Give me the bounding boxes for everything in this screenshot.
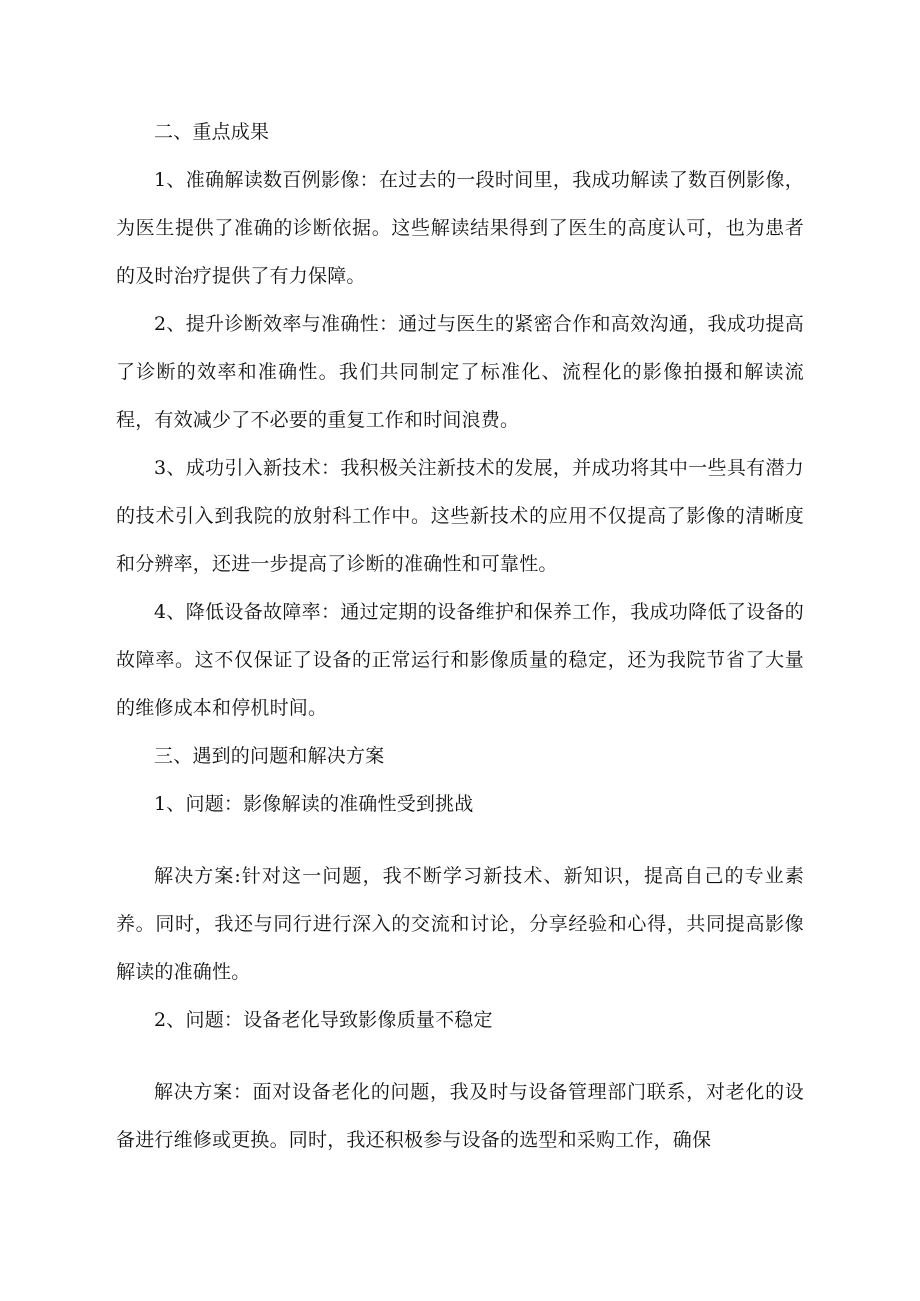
problem-1: 1、问题：影像解读的准确性受到挑战 <box>154 793 474 815</box>
achievement-item-1: 1、准确解读数百例影像：在过去的一段时间里，我成功解读了数百例影像，为医生提供了准确的诊断依据。这些解读结果得到了医生的高度认可，也为患者的及时治疗提供了有力保障。 <box>116 169 804 287</box>
achievement-item-4: 4、降低设备故障率：通过定期的设备维护和保养工作，我成功降低了设备的故障率。这不仅保证了设备的正常运行和影像质量的稳定，还为我院节省了大量的维修成本和停机时间。 <box>116 601 804 719</box>
section-3-heading: 三、遇到的问题和解决方案 <box>154 745 385 767</box>
solution-2: 解决方案：面对设备老化的问题，我及时与设备管理部门联系，对老化的设备进行维修或更换。同时，我还积极参与设备的选型和采购工作，确保 <box>116 1081 804 1151</box>
problem-2: 2、问题：设备老化导致影像质量不稳定 <box>154 1009 493 1031</box>
achievement-item-2: 2、提升诊断效率与准确性：通过与医生的紧密合作和高效沟通，我成功提高了诊断的效率和准确性。我们共同制定了标准化、流程化的影像拍摄和解读流程，有效减少了不必要的重复工作和时间浪费。 <box>116 313 804 431</box>
achievement-item-3: 3、成功引入新技术：我积极关注新技术的发展，并成功将其中一些具有潜力的技术引入到我院的放射科工作中。这些新技术的应用不仅提高了影像的清晰度和分辨率，还进一步提高了诊断的准确性和可靠性。 <box>116 457 804 575</box>
solution-1: 解决方案:针对这一问题，我不断学习新技术、新知识，提高自己的专业素养。同时，我还与同行进行深入的交流和讨论，分享经验和心得，共同提高影像解读的准确性。 <box>116 865 804 983</box>
section-2-heading: 二、重点成果 <box>154 121 270 143</box>
